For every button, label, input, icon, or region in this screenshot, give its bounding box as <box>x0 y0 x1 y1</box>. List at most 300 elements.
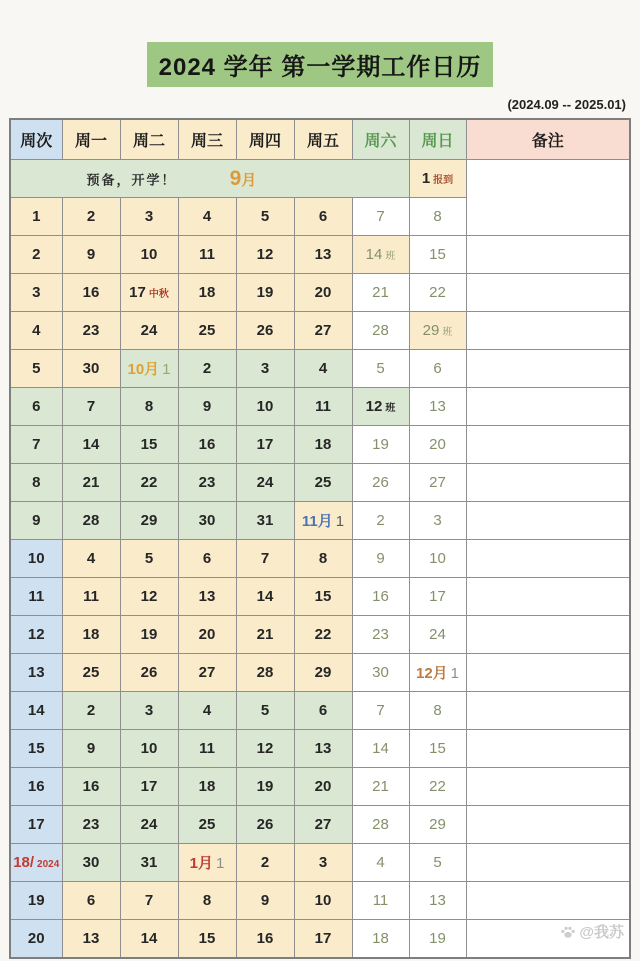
day-cell <box>236 312 294 350</box>
cell-text: 8 <box>202 891 212 909</box>
week-row-2 <box>10 236 630 274</box>
week-number-cell <box>10 464 62 502</box>
week-row-7 <box>10 426 630 464</box>
cell-text: 19 <box>429 929 446 947</box>
col-header-5: 周五 <box>294 119 352 160</box>
col-header-3: 周三 <box>178 119 236 160</box>
watermark-handle: @我苏 <box>579 924 624 941</box>
day-cell <box>178 616 236 654</box>
cell-text: 22 <box>140 473 158 491</box>
col-header-7: 周日 <box>409 119 466 160</box>
cell-text: 25 <box>314 473 332 491</box>
day-cell <box>178 198 236 236</box>
day-cell <box>236 882 294 920</box>
cell-text: 16 <box>256 929 274 947</box>
cell-text: 15 <box>429 739 446 757</box>
cell-text: 7 <box>260 549 270 567</box>
day-cell <box>294 844 352 882</box>
day-cell <box>352 654 409 692</box>
september-banner-cell <box>10 160 409 198</box>
day-cell <box>409 198 466 236</box>
day-cell <box>120 616 178 654</box>
remark-cell <box>466 806 630 844</box>
day-cell <box>62 654 120 692</box>
day-cell <box>352 730 409 768</box>
day-cell <box>178 578 236 616</box>
header-row <box>10 119 630 160</box>
day-cell <box>120 464 178 502</box>
day-cell <box>178 806 236 844</box>
day-cell <box>62 882 120 920</box>
cell-text: 24 <box>256 473 274 491</box>
day-cell <box>294 768 352 806</box>
day-cell <box>294 616 352 654</box>
week-number-cell <box>10 540 62 578</box>
cell-text: 30 <box>372 663 389 681</box>
cell-text: 6 <box>433 359 442 377</box>
day-cell <box>120 198 178 236</box>
week-row-4 <box>10 312 630 350</box>
week-row-10 <box>10 540 630 578</box>
cell-text: 3 <box>318 853 328 871</box>
cell-text: 18/ <box>13 853 35 871</box>
watermark <box>560 921 624 942</box>
cell-text: 27 <box>429 473 446 491</box>
cell-text: 12 <box>256 245 274 263</box>
week-row-13 <box>10 654 630 692</box>
cell-text: 10月 <box>127 361 160 378</box>
cell-text: 6 <box>32 397 41 415</box>
calendar-table <box>9 118 631 959</box>
day-cell <box>120 350 178 388</box>
cell-text: 班 <box>385 250 396 262</box>
day-cell <box>178 730 236 768</box>
cell-text: 7 <box>376 701 385 719</box>
day-cell <box>178 350 236 388</box>
cell-text: 29 <box>422 321 440 339</box>
cell-text: 19 <box>372 435 389 453</box>
cell-text: 22 <box>429 283 446 301</box>
remark-cell <box>466 312 630 350</box>
day-cell <box>178 844 236 882</box>
cell-text: 6 <box>86 891 96 909</box>
cell-text: 24 <box>140 321 158 339</box>
cell-text: 9 <box>202 397 212 415</box>
cell-text: 11月 <box>301 513 333 530</box>
day-cell <box>62 388 120 426</box>
day-cell <box>62 236 120 274</box>
day-cell <box>352 502 409 540</box>
week-row-18 <box>10 844 630 882</box>
day-cell <box>178 502 236 540</box>
day-cell <box>62 312 120 350</box>
day-cell <box>294 654 352 692</box>
title-wrap <box>0 0 640 87</box>
day-cell <box>178 768 236 806</box>
day-cell <box>409 502 466 540</box>
week-row-8 <box>10 464 630 502</box>
calendar-body <box>10 160 630 959</box>
week-number-cell <box>10 578 62 616</box>
cell-text: 25 <box>198 815 216 833</box>
cell-text: 27 <box>314 321 332 339</box>
cell-text: 1 <box>216 855 225 872</box>
cell-text: 19 <box>256 283 274 301</box>
cell-text: 12 <box>27 625 45 643</box>
month-number: 9 <box>229 166 242 190</box>
remark-cell <box>466 236 630 274</box>
cell-text: 31 <box>256 511 274 529</box>
page-title: 2024 学年 第一学期工作日历 <box>147 42 494 87</box>
week-number-cell <box>10 426 62 464</box>
day-cell <box>294 806 352 844</box>
paw-icon <box>560 924 576 940</box>
day-cell <box>236 426 294 464</box>
cell-text: 10 <box>27 549 45 567</box>
week-number-cell <box>10 502 62 540</box>
day-cell <box>409 388 466 426</box>
cell-text: 26 <box>140 663 158 681</box>
day-cell <box>236 616 294 654</box>
day-cell <box>120 692 178 730</box>
col-header-4: 周四 <box>236 119 294 160</box>
day-cell <box>62 464 120 502</box>
cell-text: 中秋 <box>148 288 169 300</box>
cell-text: 报到 <box>433 174 454 186</box>
cell-text: 6 <box>318 701 328 719</box>
cell-text: 27 <box>314 815 332 833</box>
week-row-16 <box>10 768 630 806</box>
day-cell <box>352 388 409 426</box>
cell-text: 23 <box>82 321 100 339</box>
cell-text: 1 <box>421 169 431 187</box>
cell-text: 18 <box>198 777 216 795</box>
cell-text: 5 <box>144 549 154 567</box>
week-row-3 <box>10 274 630 312</box>
cell-text: 14 <box>140 929 158 947</box>
week-number-cell <box>10 388 62 426</box>
day-cell <box>178 426 236 464</box>
day-cell <box>409 692 466 730</box>
cell-text: 5 <box>260 701 270 719</box>
day-cell <box>409 616 466 654</box>
day-cell <box>120 920 178 959</box>
cell-text: 22 <box>314 625 332 643</box>
week-row-19 <box>10 882 630 920</box>
cell-text: 15 <box>198 929 216 947</box>
day-cell <box>294 426 352 464</box>
day-cell <box>236 388 294 426</box>
cell-text: 4 <box>32 321 41 339</box>
remark-cell <box>466 616 630 654</box>
day-cell <box>62 692 120 730</box>
day-cell <box>409 236 466 274</box>
day-cell <box>62 730 120 768</box>
cell-text: 9 <box>86 245 96 263</box>
cell-text: 18 <box>82 625 100 643</box>
day-cell <box>62 350 120 388</box>
day-cell <box>62 768 120 806</box>
day-cell <box>294 692 352 730</box>
remark-cell <box>466 882 630 920</box>
day-cell <box>409 730 466 768</box>
day-cell <box>120 806 178 844</box>
month-unit: 月 <box>241 171 257 189</box>
remark-cell <box>466 426 630 464</box>
day-cell <box>352 578 409 616</box>
day-cell <box>352 236 409 274</box>
cell-text: 1 <box>32 207 41 225</box>
cell-text: 17 <box>314 929 332 947</box>
cell-text: 18 <box>198 283 216 301</box>
day-cell <box>120 540 178 578</box>
cell-text: 3 <box>144 207 154 225</box>
day-cell <box>352 920 409 959</box>
cell-text: 21 <box>256 625 274 643</box>
day-cell <box>352 806 409 844</box>
cell-text: 16 <box>27 777 45 795</box>
week-number-cell <box>10 692 62 730</box>
day-cell <box>236 236 294 274</box>
cell-text: 班 <box>385 402 396 414</box>
cell-text: 6 <box>318 207 328 225</box>
cell-text: 17 <box>129 283 146 301</box>
day-cell <box>120 844 178 882</box>
cell-text: 1 <box>450 665 460 682</box>
cell-text: 17 <box>256 435 274 453</box>
day-cell <box>236 730 294 768</box>
week-row-15 <box>10 730 630 768</box>
day-cell <box>120 730 178 768</box>
day-cell <box>120 236 178 274</box>
cell-text: 24 <box>429 625 446 643</box>
cell-text: 19 <box>27 891 45 909</box>
day-cell <box>236 844 294 882</box>
cell-text: 11 <box>83 587 99 605</box>
week-row-17 <box>10 806 630 844</box>
cell-text: 8 <box>433 701 442 719</box>
day-cell <box>236 806 294 844</box>
day-cell <box>352 274 409 312</box>
day-cell <box>409 540 466 578</box>
cell-text: 12月 <box>415 665 448 682</box>
day-cell <box>294 578 352 616</box>
day-cell <box>62 616 120 654</box>
cell-text: 25 <box>198 321 216 339</box>
cell-text: 15 <box>140 435 158 453</box>
cell-text: 15 <box>314 587 332 605</box>
day-cell <box>352 540 409 578</box>
cell-text: 4 <box>318 359 328 377</box>
cell-text: 9 <box>376 549 385 567</box>
cell-text: 4 <box>376 853 385 871</box>
cell-text: 23 <box>198 473 216 491</box>
day-cell <box>120 502 178 540</box>
day-cell <box>352 426 409 464</box>
cell-text: 3 <box>260 359 270 377</box>
day-cell <box>409 844 466 882</box>
week-number-cell <box>10 768 62 806</box>
cell-text: 20 <box>314 283 332 301</box>
date-range-subtitle: (2024.09 -- 2025.01) <box>507 97 626 112</box>
cell-text: 19 <box>256 777 274 795</box>
cell-text: 10 <box>429 549 446 567</box>
cell-text: 8 <box>318 549 328 567</box>
day-cell <box>120 274 178 312</box>
cell-text: 18 <box>314 435 332 453</box>
cell-text: 12 <box>365 397 383 415</box>
day-cell <box>294 540 352 578</box>
day-cell <box>409 426 466 464</box>
cell-text: 17 <box>27 815 45 833</box>
week-row-12 <box>10 616 630 654</box>
day-cell <box>352 464 409 502</box>
cell-text: 27 <box>198 663 216 681</box>
cell-text: 5 <box>376 359 385 377</box>
cell-text: 10 <box>256 397 274 415</box>
cell-text: 28 <box>82 511 100 529</box>
col-header-0: 周次 <box>10 119 62 160</box>
day-cell <box>409 464 466 502</box>
cell-text: 11 <box>372 891 389 909</box>
cell-text: 2 <box>376 511 385 529</box>
remark-cell <box>466 464 630 502</box>
week-number-cell <box>10 730 62 768</box>
cell-text: 23 <box>82 815 100 833</box>
cell-text: 13 <box>27 663 45 681</box>
day-cell <box>236 350 294 388</box>
day-cell <box>178 464 236 502</box>
cell-text: 28 <box>256 663 274 681</box>
cell-text: 11 <box>199 739 215 757</box>
day-cell <box>409 806 466 844</box>
day-cell <box>294 274 352 312</box>
day-cell <box>178 274 236 312</box>
week-row-9 <box>10 502 630 540</box>
cell-text: 5 <box>260 207 270 225</box>
day-cell <box>178 236 236 274</box>
day-cell <box>409 654 466 692</box>
day-cell <box>120 654 178 692</box>
remark-cell <box>466 578 630 616</box>
cell-text: 4 <box>202 701 212 719</box>
day-cell <box>62 920 120 959</box>
day-cell <box>352 198 409 236</box>
cell-text: 6 <box>202 549 212 567</box>
month-label-september <box>230 167 257 191</box>
day-cell <box>236 502 294 540</box>
cell-text: 26 <box>256 321 274 339</box>
cell-text: 2 <box>86 207 96 225</box>
cell-text: 17 <box>140 777 158 795</box>
day-cell <box>409 350 466 388</box>
day-cell <box>178 882 236 920</box>
cell-text: 12 <box>256 739 274 757</box>
cell-text: 21 <box>82 473 100 491</box>
cell-text: 21 <box>372 777 389 795</box>
remark-cell <box>466 844 630 882</box>
cell-text: 16 <box>82 283 100 301</box>
day-cell <box>409 768 466 806</box>
week-number-cell <box>10 274 62 312</box>
cell-text: 13 <box>198 587 216 605</box>
day-cell <box>236 198 294 236</box>
cell-text: 16 <box>82 777 100 795</box>
cell-text: 28 <box>372 815 389 833</box>
cell-text: 9 <box>260 891 270 909</box>
week-row-5 <box>10 350 630 388</box>
day-cell <box>178 540 236 578</box>
cell-text: 3 <box>433 511 442 529</box>
cell-text: 28 <box>372 321 389 339</box>
day-cell <box>294 502 352 540</box>
cell-text: 10 <box>140 245 158 263</box>
cell-text: 8 <box>433 207 442 225</box>
day-cell <box>352 312 409 350</box>
day-cell <box>62 844 120 882</box>
cell-text: 9 <box>32 511 41 529</box>
cell-text: 13 <box>314 739 332 757</box>
day-cell <box>120 426 178 464</box>
day-cell <box>178 654 236 692</box>
day-cell <box>178 692 236 730</box>
cell-text: 20 <box>27 929 45 947</box>
day-cell <box>62 806 120 844</box>
cell-text: 4 <box>202 207 212 225</box>
cell-text: 30 <box>82 853 100 871</box>
cell-text: 8 <box>144 397 154 415</box>
cell-text: 2 <box>260 853 270 871</box>
day-cell <box>178 920 236 959</box>
cell-text: 8 <box>32 473 41 491</box>
day-cell <box>294 730 352 768</box>
day-cell <box>294 350 352 388</box>
week-number-cell <box>10 350 62 388</box>
col-header-6: 周六 <box>352 119 409 160</box>
cell-text: 30 <box>198 511 216 529</box>
cell-text: 10 <box>140 739 158 757</box>
week-number-cell <box>10 198 62 236</box>
day-cell <box>352 616 409 654</box>
calendar-header <box>10 119 630 160</box>
week-row-6 <box>10 388 630 426</box>
week-row-20 <box>10 920 630 959</box>
cell-text: 15 <box>429 245 446 263</box>
cell-text: 16 <box>372 587 389 605</box>
col-header-1: 周一 <box>62 119 120 160</box>
day-cell <box>120 882 178 920</box>
day-cell <box>236 578 294 616</box>
cell-text: 10 <box>314 891 332 909</box>
cell-text: 16 <box>198 435 216 453</box>
day-cell <box>352 350 409 388</box>
day-cell <box>352 882 409 920</box>
cell-text: 2 <box>86 701 96 719</box>
cell-text: 4 <box>86 549 96 567</box>
remark-cell <box>466 160 630 236</box>
cell-text: 1 <box>162 361 171 378</box>
cell-text: 班 <box>442 326 453 338</box>
cell-text: 23 <box>372 625 389 643</box>
cell-text: 2 <box>202 359 212 377</box>
cell-text: 14 <box>372 739 389 757</box>
remark-cell <box>466 692 630 730</box>
cell-text: 13 <box>314 245 332 263</box>
cell-text: 2024 <box>37 858 60 870</box>
cell-text: 17 <box>429 587 446 605</box>
day-cell <box>62 578 120 616</box>
cell-text: 3 <box>32 283 41 301</box>
